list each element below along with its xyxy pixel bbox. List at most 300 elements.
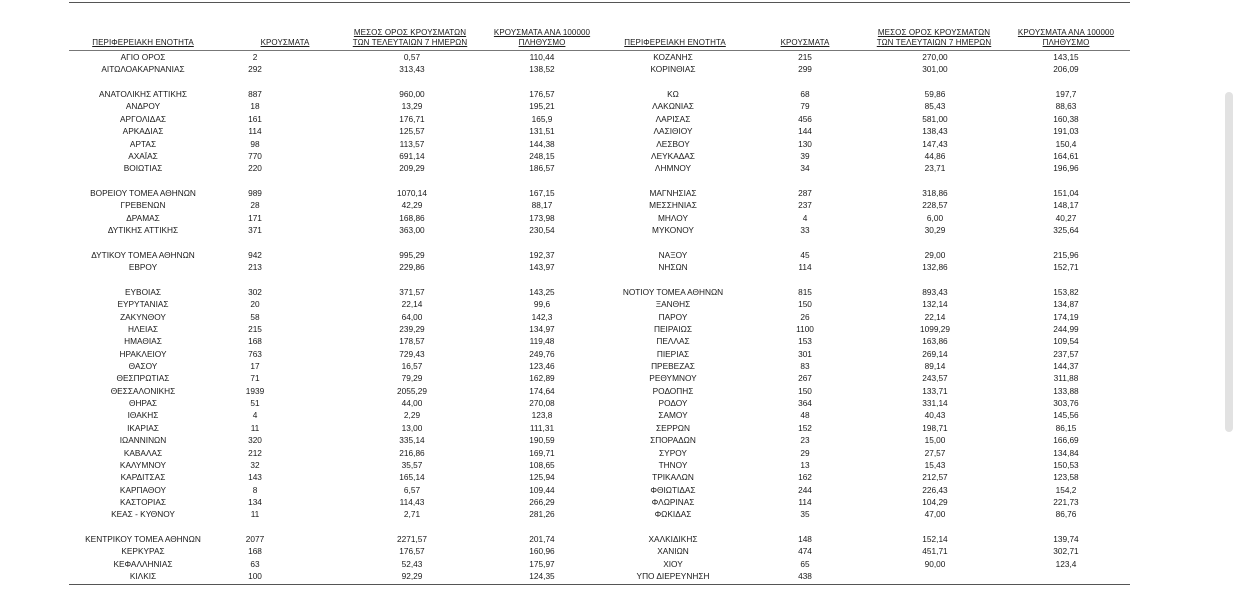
- right-per100k-value: 151,04: [1053, 187, 1079, 198]
- right-per100k-value: 123,4: [1055, 558, 1077, 569]
- right-cases-value: 48: [800, 410, 810, 421]
- right-cases-value: 474: [798, 546, 812, 557]
- left-avg7-value: 209,29: [399, 163, 425, 174]
- right-region-name: ΣΕΡΡΩΝ: [656, 422, 690, 433]
- right-avg7-value: 147,43: [922, 138, 948, 149]
- right-avg7-value: 1099,29: [920, 323, 950, 334]
- left-avg7-value: 22,14: [401, 299, 423, 310]
- left-region-name: ΑΧΑΪΑΣ: [128, 150, 158, 161]
- right-avg7-value: 40,43: [924, 410, 946, 421]
- header-per100k-right: ΚΡΟΥΣΜΑΤΑ ΑΝΑ 100000 ΠΛΗΘΥΣΜΟ: [1017, 28, 1115, 47]
- right-per100k-value: 311,88: [1053, 373, 1079, 384]
- right-avg7-value: 44,86: [924, 150, 946, 161]
- right-cases-value: 39: [800, 150, 810, 161]
- right-per100k-value: 139,74: [1053, 534, 1079, 545]
- left-avg7-value: 52,43: [401, 558, 423, 569]
- right-per100k-value: 134,87: [1053, 299, 1079, 310]
- right-region-name: ΜΥΚΟΝΟΥ: [652, 225, 694, 236]
- left-per100k-value: 249,76: [529, 348, 555, 359]
- left-per100k-value: 99,6: [533, 299, 551, 310]
- left-region-name: ΘΕΣΠΡΩΤΙΑΣ: [116, 373, 170, 384]
- left-per100k-value: 160,96: [529, 546, 555, 557]
- right-avg7-value: 212,57: [922, 472, 948, 483]
- right-per100k-value: 88,63: [1055, 101, 1077, 112]
- left-per100k-value: 270,08: [529, 398, 555, 409]
- left-per100k-value: 176,57: [529, 89, 555, 100]
- header-region-right: ΠΕΡΙΦΕΡΕΙΑΚΗ ΕΝΟΤΗΤΑ: [624, 38, 726, 47]
- header-cases-left: ΚΡΟΥΣΜΑΤΑ: [260, 38, 310, 47]
- right-region-name: ΚΟΖΑΝΗΣ: [653, 52, 693, 62]
- left-avg7-value: 335,14: [399, 435, 425, 446]
- left-cases-value: 51: [250, 398, 260, 409]
- right-cases-value: 299: [798, 64, 812, 75]
- left-cases-value: 989: [248, 187, 262, 198]
- right-cases-value: 26: [800, 311, 810, 322]
- left-avg7-value: 168,86: [399, 212, 425, 223]
- left-avg7-value: 2,29: [403, 410, 421, 421]
- left-region-name: ΑΡΤΑΣ: [129, 138, 157, 149]
- right-per100k-value: 143,15: [1053, 52, 1079, 62]
- right-avg7-value: 269,14: [922, 348, 948, 359]
- right-cases-value: 79: [800, 101, 810, 112]
- left-per100k-value: 248,15: [529, 150, 555, 161]
- left-region-name: ΘΗΡΑΣ: [128, 398, 158, 409]
- right-avg7-value: 29,00: [924, 249, 946, 260]
- left-avg7-value: 239,29: [399, 323, 425, 334]
- left-avg7-value: 0,57: [403, 52, 421, 62]
- left-region-name: ΚΑΡΠΑΘΟΥ: [119, 484, 167, 495]
- right-cases-value: 148: [798, 534, 812, 545]
- right-avg7-value: 15,43: [924, 459, 946, 470]
- right-avg7-value: 23,71: [924, 163, 946, 174]
- right-region-name: ΛΕΣΒΟΥ: [656, 138, 690, 149]
- left-avg7-value: 363,00: [399, 225, 425, 236]
- left-cases-value: 161: [248, 113, 262, 124]
- right-per100k-value: 206,09: [1053, 64, 1079, 75]
- left-cases-value: 887: [248, 89, 262, 100]
- right-region-name: ΛΑΣΙΘΙΟΥ: [653, 126, 693, 137]
- right-region-name: ΛΑΡΙΣΑΣ: [655, 113, 691, 124]
- left-avg7-value: 16,57: [401, 361, 423, 371]
- scrollbar[interactable]: [1225, 92, 1233, 432]
- left-avg7-value: 2055,29: [397, 385, 427, 396]
- right-region-name: ΠΕΙΡΑΙΩΣ: [654, 323, 692, 334]
- right-per100k-value: 174,19: [1053, 311, 1079, 322]
- right-avg7-value: 132,86: [922, 262, 948, 273]
- right-avg7-value: 132,14: [922, 299, 948, 310]
- left-region-name: ΙΚΑΡΙΑΣ: [127, 422, 159, 433]
- left-region-name: ΒΟΙΩΤΙΑΣ: [123, 163, 163, 174]
- left-cases-value: 11: [250, 422, 260, 433]
- left-avg7-value: 1070,14: [397, 187, 427, 198]
- left-region-name: ΑΝΔΡΟΥ: [125, 101, 161, 112]
- left-region-name: ΚΑΡΔΙΤΣΑΣ: [120, 472, 166, 483]
- left-avg7-value: 2271,57: [397, 534, 427, 545]
- right-cases-value: 815: [798, 286, 812, 297]
- header-avg-right: ΜΕΣΟΣ ΟΡΟΣ ΚΡΟΥΣΜΑΤΩΝ ΤΩΝ ΤΕΛΕΥΤΑΙΩΝ 7 ΗΜΕΡΩΝ: [876, 28, 992, 47]
- left-region-name: ΔΥΤΙΚΗΣ ΑΤΤΙΚΗΣ: [107, 225, 179, 236]
- right-region-name: ΧΙΟΥ: [663, 558, 683, 569]
- left-region-name: ΚΕΦΑΛΛΗΝΙΑΣ: [113, 558, 173, 569]
- left-region-name: ΗΜΑΘΙΑΣ: [124, 336, 162, 347]
- right-avg7-value: 104,29: [922, 496, 948, 507]
- right-region-name: ΤΡΙΚΑΛΩΝ: [652, 472, 694, 483]
- left-per100k-value: 192,37: [529, 249, 555, 260]
- right-region-name: ΡΕΘΥΜΝΟΥ: [649, 373, 697, 384]
- right-avg7-value: 22,14: [924, 311, 946, 322]
- right-region-name: ΣΑΜΟΥ: [658, 410, 688, 421]
- left-cases-value: 17: [250, 361, 260, 371]
- left-cases-value: 71: [250, 373, 260, 384]
- right-avg7-value: 89,14: [924, 361, 946, 371]
- right-cases-value: 1100: [796, 323, 814, 334]
- right-region-name: ΥΠΟ ΔΙΕΡΕΥΝΗΣΗ: [636, 571, 710, 582]
- left-cases-value: 168: [248, 546, 262, 557]
- right-region-name: ΝΟΤΙΟΥ ΤΟΜΕΑ ΑΘΗΝΩΝ: [622, 286, 724, 297]
- left-region-name: ΚΑΛΥΜΝΟΥ: [119, 459, 167, 470]
- left-per100k-value: 230,54: [529, 225, 555, 236]
- right-cases-value: 287: [798, 187, 812, 198]
- left-avg7-value: 691,14: [399, 150, 425, 161]
- right-avg7-value: 59,86: [924, 89, 946, 100]
- header-region-left: ΠΕΡΙΦΕΡΕΙΑΚΗ ΕΝΟΤΗΤΑ: [92, 38, 194, 47]
- bottom-rule: [69, 584, 1130, 585]
- right-cases-value: 35: [800, 509, 810, 520]
- left-avg7-value: 113,57: [399, 138, 425, 149]
- left-cases-value: 100: [248, 571, 262, 582]
- left-cases-value: 220: [248, 163, 262, 174]
- left-per100k-value: 175,97: [529, 558, 555, 569]
- left-region-name: ΚΕΡΚΥΡΑΣ: [121, 546, 165, 557]
- left-cases-value: 28: [250, 200, 260, 211]
- left-avg7-value: 176,57: [399, 546, 425, 557]
- right-region-name: ΜΗΛΟΥ: [658, 212, 688, 223]
- left-per100k-value: 123,46: [529, 361, 555, 371]
- right-cases-value: 13: [800, 459, 810, 470]
- left-cases-value: 4: [252, 410, 258, 421]
- left-region-name: ΚΕΑΣ - ΚΥΘΝΟΥ: [111, 509, 175, 520]
- right-region-name: ΡΟΔΟΥ: [658, 398, 688, 409]
- right-region-name: ΤΗΝΟΥ: [658, 459, 688, 470]
- right-avg7-value: 152,14: [922, 534, 948, 545]
- left-region-name: ΙΩΑΝΝΙΝΩΝ: [119, 435, 167, 446]
- right-region-name: ΛΗΜΝΟΥ: [654, 163, 692, 174]
- right-region-name: ΣΠΟΡΑΔΩΝ: [650, 435, 696, 446]
- right-cases-value: 215: [798, 52, 812, 62]
- right-cases-value: 33: [800, 225, 810, 236]
- left-avg7-value: 114,43: [399, 496, 425, 507]
- right-avg7-value: 331,14: [922, 398, 948, 409]
- left-per100k-value: 143,97: [529, 262, 555, 273]
- left-cases-value: 171: [248, 212, 262, 223]
- right-cases-value: 114: [798, 496, 812, 507]
- left-per100k-value: 131,51: [529, 126, 555, 137]
- left-avg7-value: 42,29: [401, 200, 423, 211]
- left-cases-value: 2: [252, 52, 258, 62]
- left-region-name: ΕΒΡΟΥ: [128, 262, 158, 273]
- right-per100k-value: 123,58: [1053, 472, 1079, 483]
- right-per100k-value: 86,15: [1055, 422, 1077, 433]
- left-per100k-value: 169,71: [529, 447, 555, 458]
- left-cases-value: 98: [250, 138, 260, 149]
- right-per100k-value: 166,69: [1053, 435, 1079, 446]
- right-per100k-value: 237,57: [1053, 348, 1079, 359]
- right-region-name: ΠΕΛΛΑΣ: [656, 336, 690, 347]
- right-cases-value: 4: [802, 212, 808, 223]
- right-cases-value: 83: [800, 361, 810, 371]
- right-region-name: ΠΑΡΟΥ: [658, 311, 688, 322]
- right-per100k-value: 244,99: [1053, 323, 1079, 334]
- left-per100k-value: 195,21: [529, 101, 555, 112]
- left-region-name: ΚΑΣΤΟΡΙΑΣ: [119, 496, 167, 507]
- right-cases-value: 130: [798, 138, 812, 149]
- left-avg7-value: 44,00: [401, 398, 423, 409]
- right-per100k-value: 302,71: [1053, 546, 1079, 557]
- left-cases-value: 58: [250, 311, 260, 322]
- left-avg7-value: 313,43: [399, 64, 425, 75]
- right-region-name: ΚΟΡΙΝΘΙΑΣ: [650, 64, 696, 75]
- right-per100k-value: 144,37: [1053, 361, 1079, 371]
- left-cases-value: 213: [248, 262, 262, 273]
- left-avg7-value: 995,29: [399, 249, 425, 260]
- right-region-name: ΝΗΣΩΝ: [658, 262, 688, 273]
- left-cases-value: 20: [250, 299, 260, 310]
- left-cases-value: 168: [248, 336, 262, 347]
- right-cases-value: 364: [798, 398, 812, 409]
- right-region-name: ΧΑΛΚΙΔΙΚΗΣ: [648, 534, 698, 545]
- header-per100k-left: ΚΡΟΥΣΜΑΤΑ ΑΝΑ 100000 ΠΛΗΘΥΣΜΟ: [493, 28, 591, 47]
- left-avg7-value: 371,57: [399, 286, 425, 297]
- right-cases-value: 244: [798, 484, 812, 495]
- left-region-name: ΚΙΛΚΙΣ: [129, 571, 157, 582]
- left-per100k-value: 123,8: [531, 410, 553, 421]
- right-per100k-value: 197,7: [1055, 89, 1077, 100]
- right-region-name: ΛΑΚΩΝΙΑΣ: [652, 101, 694, 112]
- right-avg7-value: 15,00: [924, 435, 946, 446]
- right-cases-value: 267: [798, 373, 812, 384]
- left-avg7-value: 216,86: [399, 447, 425, 458]
- right-avg7-value: 270,00: [922, 52, 948, 62]
- left-per100k-value: 109,44: [529, 484, 555, 495]
- right-cases-value: 29: [800, 447, 810, 458]
- left-cases-value: 2077: [245, 534, 265, 545]
- left-avg7-value: 125,57: [399, 126, 425, 137]
- left-region-name: ΔΡΑΜΑΣ: [126, 212, 160, 223]
- right-avg7-value: 228,57: [922, 200, 948, 211]
- left-cases-value: 134: [248, 496, 262, 507]
- right-per100k-value: 150,4: [1055, 138, 1077, 149]
- left-cases-value: 215: [248, 323, 262, 334]
- left-per100k-value: 281,26: [529, 509, 555, 520]
- right-cases-value: 150: [798, 385, 812, 396]
- right-per100k-value: 109,54: [1053, 336, 1079, 347]
- left-region-name: ΕΥΡΥΤΑΝΙΑΣ: [117, 299, 169, 310]
- left-region-name: ΙΘΑΚΗΣ: [127, 410, 159, 421]
- left-per100k-value: 167,15: [529, 187, 555, 198]
- left-per100k-value: 190,59: [529, 435, 555, 446]
- right-region-name: ΦΛΩΡΙΝΑΣ: [651, 496, 695, 507]
- right-avg7-value: 138,43: [922, 126, 948, 137]
- left-cases-value: 8: [252, 484, 258, 495]
- right-per100k-value: 40,27: [1055, 212, 1077, 223]
- left-region-name: ΖΑΚΥΝΘΟΥ: [120, 311, 166, 322]
- right-avg7-value: 6,00: [926, 212, 944, 223]
- right-avg7-value: 163,86: [922, 336, 948, 347]
- left-per100k-value: 108,65: [529, 459, 555, 470]
- left-region-name: ΑΡΓΟΛΙΔΑΣ: [120, 113, 166, 124]
- right-per100k-value: 148,17: [1053, 200, 1079, 211]
- left-avg7-value: 178,57: [399, 336, 425, 347]
- right-cases-value: 162: [798, 472, 812, 483]
- left-cases-value: 114: [248, 126, 262, 137]
- right-cases-value: 34: [800, 163, 810, 174]
- left-avg7-value: 960,00: [399, 89, 425, 100]
- right-cases-value: 456: [798, 113, 812, 124]
- header-cases-right: ΚΡΟΥΣΜΑΤΑ: [780, 38, 830, 47]
- left-cases-value: 292: [248, 64, 262, 75]
- left-region-name: ΚΑΒΑΛΑΣ: [123, 447, 163, 458]
- left-cases-value: 371: [248, 225, 262, 236]
- left-region-name: ΔΥΤΙΚΟΥ ΤΟΜΕΑ ΑΘΗΝΩΝ: [91, 249, 195, 260]
- right-region-name: ΛΕΥΚΑΔΑΣ: [651, 150, 695, 161]
- right-per100k-value: 325,64: [1053, 225, 1079, 236]
- top-rule: [69, 2, 1130, 3]
- left-region-name: ΗΡΑΚΛΕΙΟΥ: [119, 348, 167, 359]
- left-per100k-value: 138,52: [529, 64, 555, 75]
- right-per100k-value: 303,76: [1053, 398, 1079, 409]
- right-avg7-value: 85,43: [924, 101, 946, 112]
- right-avg7-value: 90,00: [924, 558, 946, 569]
- left-region-name: ΘΑΣΟΥ: [128, 361, 158, 371]
- right-per100k-value: 196,96: [1053, 163, 1079, 174]
- right-region-name: ΡΟΔΟΠΗΣ: [652, 385, 694, 396]
- right-region-name: ΦΩΚΙΔΑΣ: [654, 509, 692, 520]
- left-avg7-value: 79,29: [401, 373, 423, 384]
- left-per100k-value: 125,94: [529, 472, 555, 483]
- left-avg7-value: 6,57: [403, 484, 421, 495]
- left-per100k-value: 173,98: [529, 212, 555, 223]
- left-avg7-value: 2,71: [403, 509, 421, 520]
- right-per100k-value: 154,2: [1055, 484, 1077, 495]
- right-avg7-value: 226,43: [922, 484, 948, 495]
- left-region-name: ΒΟΡΕΙΟΥ ΤΟΜΕΑ ΑΘΗΝΩΝ: [90, 187, 196, 198]
- left-region-name: ΗΛΕΙΑΣ: [127, 323, 159, 334]
- left-cases-value: 63: [250, 558, 260, 569]
- left-per100k-value: 201,74: [529, 534, 555, 545]
- header-rule: [69, 50, 1130, 51]
- left-avg7-value: 64,00: [401, 311, 423, 322]
- left-cases-value: 143: [248, 472, 262, 483]
- right-cases-value: 301: [798, 348, 812, 359]
- left-per100k-value: 266,29: [529, 496, 555, 507]
- right-per100k-value: 152,71: [1053, 262, 1079, 273]
- left-per100k-value: 110,44: [529, 52, 555, 62]
- right-region-name: ΜΕΣΣΗΝΙΑΣ: [649, 200, 697, 211]
- left-cases-value: 18: [250, 101, 260, 112]
- left-region-name: ΚΕΝΤΡΙΚΟΥ ΤΟΜΕΑ ΑΘΗΝΩΝ: [85, 534, 201, 545]
- right-per100k-value: 191,03: [1053, 126, 1079, 137]
- right-region-name: ΞΑΝΘΗΣ: [655, 299, 691, 310]
- left-per100k-value: 144,38: [529, 138, 555, 149]
- right-cases-value: 114: [798, 262, 812, 273]
- left-region-name: ΑΝΑΤΟΛΙΚΗΣ ΑΤΤΙΚΗΣ: [98, 89, 188, 100]
- right-cases-value: 144: [798, 126, 812, 137]
- header-avg-left: ΜΕΣΟΣ ΟΡΟΣ ΚΡΟΥΣΜΑΤΩΝ ΤΩΝ ΤΕΛΕΥΤΑΙΩΝ 7 ΗΜΕΡΩΝ: [352, 28, 468, 47]
- left-region-name: ΑΙΤΩΛΟΑΚΑΡΝΑΝΙΑΣ: [101, 64, 185, 75]
- right-avg7-value: 198,71: [922, 422, 948, 433]
- right-avg7-value: 581,00: [922, 113, 948, 124]
- right-per100k-value: 153,82: [1053, 286, 1079, 297]
- left-per100k-value: 111,31: [529, 422, 555, 433]
- right-cases-value: 45: [800, 249, 810, 260]
- right-cases-value: 152: [798, 422, 812, 433]
- left-cases-value: 763: [248, 348, 262, 359]
- right-per100k-value: 133,88: [1053, 385, 1079, 396]
- right-cases-value: 237: [798, 200, 812, 211]
- right-avg7-value: 318,86: [922, 187, 948, 198]
- left-avg7-value: 35,57: [401, 459, 423, 470]
- right-per100k-value: 134,84: [1053, 447, 1079, 458]
- right-region-name: ΣΥΡΟΥ: [659, 447, 687, 458]
- left-cases-value: 11: [250, 509, 260, 520]
- left-cases-value: 32: [250, 459, 260, 470]
- left-cases-value: 942: [248, 249, 262, 260]
- left-avg7-value: 92,29: [401, 571, 423, 582]
- left-per100k-value: 165,9: [531, 113, 553, 124]
- left-per100k-value: 88,17: [531, 200, 553, 211]
- right-per100k-value: 145,56: [1053, 410, 1079, 421]
- left-per100k-value: 143,25: [529, 286, 555, 297]
- left-avg7-value: 729,43: [399, 348, 425, 359]
- left-avg7-value: 13,29: [401, 101, 423, 112]
- right-region-name: ΜΑΓΝΗΣΙΑΣ: [649, 187, 697, 198]
- left-per100k-value: 162,89: [529, 373, 555, 384]
- left-region-name: ΘΕΣΣΑΛΟΝΙΚΗΣ: [110, 385, 176, 396]
- right-region-name: ΝΑΞΟΥ: [658, 249, 688, 260]
- left-per100k-value: 124,35: [529, 571, 555, 582]
- left-cases-value: 1939: [245, 385, 265, 396]
- right-avg7-value: 30,29: [924, 225, 946, 236]
- left-cases-value: 770: [248, 150, 262, 161]
- right-region-name: ΦΘΙΩΤΙΔΑΣ: [650, 484, 696, 495]
- left-per100k-value: 134,97: [529, 323, 555, 334]
- right-region-name: ΚΩ: [667, 89, 679, 100]
- left-per100k-value: 186,57: [529, 163, 555, 174]
- left-cases-value: 212: [248, 447, 262, 458]
- left-per100k-value: 119,48: [529, 336, 555, 347]
- left-avg7-value: 176,71: [399, 113, 425, 124]
- right-per100k-value: 160,38: [1053, 113, 1079, 124]
- right-cases-value: 438: [798, 571, 812, 582]
- right-region-name: ΧΑΝΙΩΝ: [657, 546, 689, 557]
- left-avg7-value: 229,86: [399, 262, 425, 273]
- right-per100k-value: 150,53: [1053, 459, 1079, 470]
- right-avg7-value: 133,71: [922, 385, 948, 396]
- right-per100k-value: 164,61: [1053, 150, 1079, 161]
- right-avg7-value: 47,00: [924, 509, 946, 520]
- right-avg7-value: 243,57: [922, 373, 948, 384]
- right-per100k-value: 221,73: [1053, 496, 1079, 507]
- right-cases-value: 150: [798, 299, 812, 310]
- right-avg7-value: 27,57: [924, 447, 946, 458]
- right-cases-value: 65: [800, 558, 810, 569]
- left-region-name: ΑΡΚΑΔΙΑΣ: [122, 126, 164, 137]
- right-cases-value: 23: [800, 435, 810, 446]
- right-cases-value: 153: [798, 336, 812, 347]
- left-per100k-value: 142,3: [531, 311, 553, 322]
- left-avg7-value: 165,14: [399, 472, 425, 483]
- right-region-name: ΠΙΕΡΙΑΣ: [656, 348, 690, 359]
